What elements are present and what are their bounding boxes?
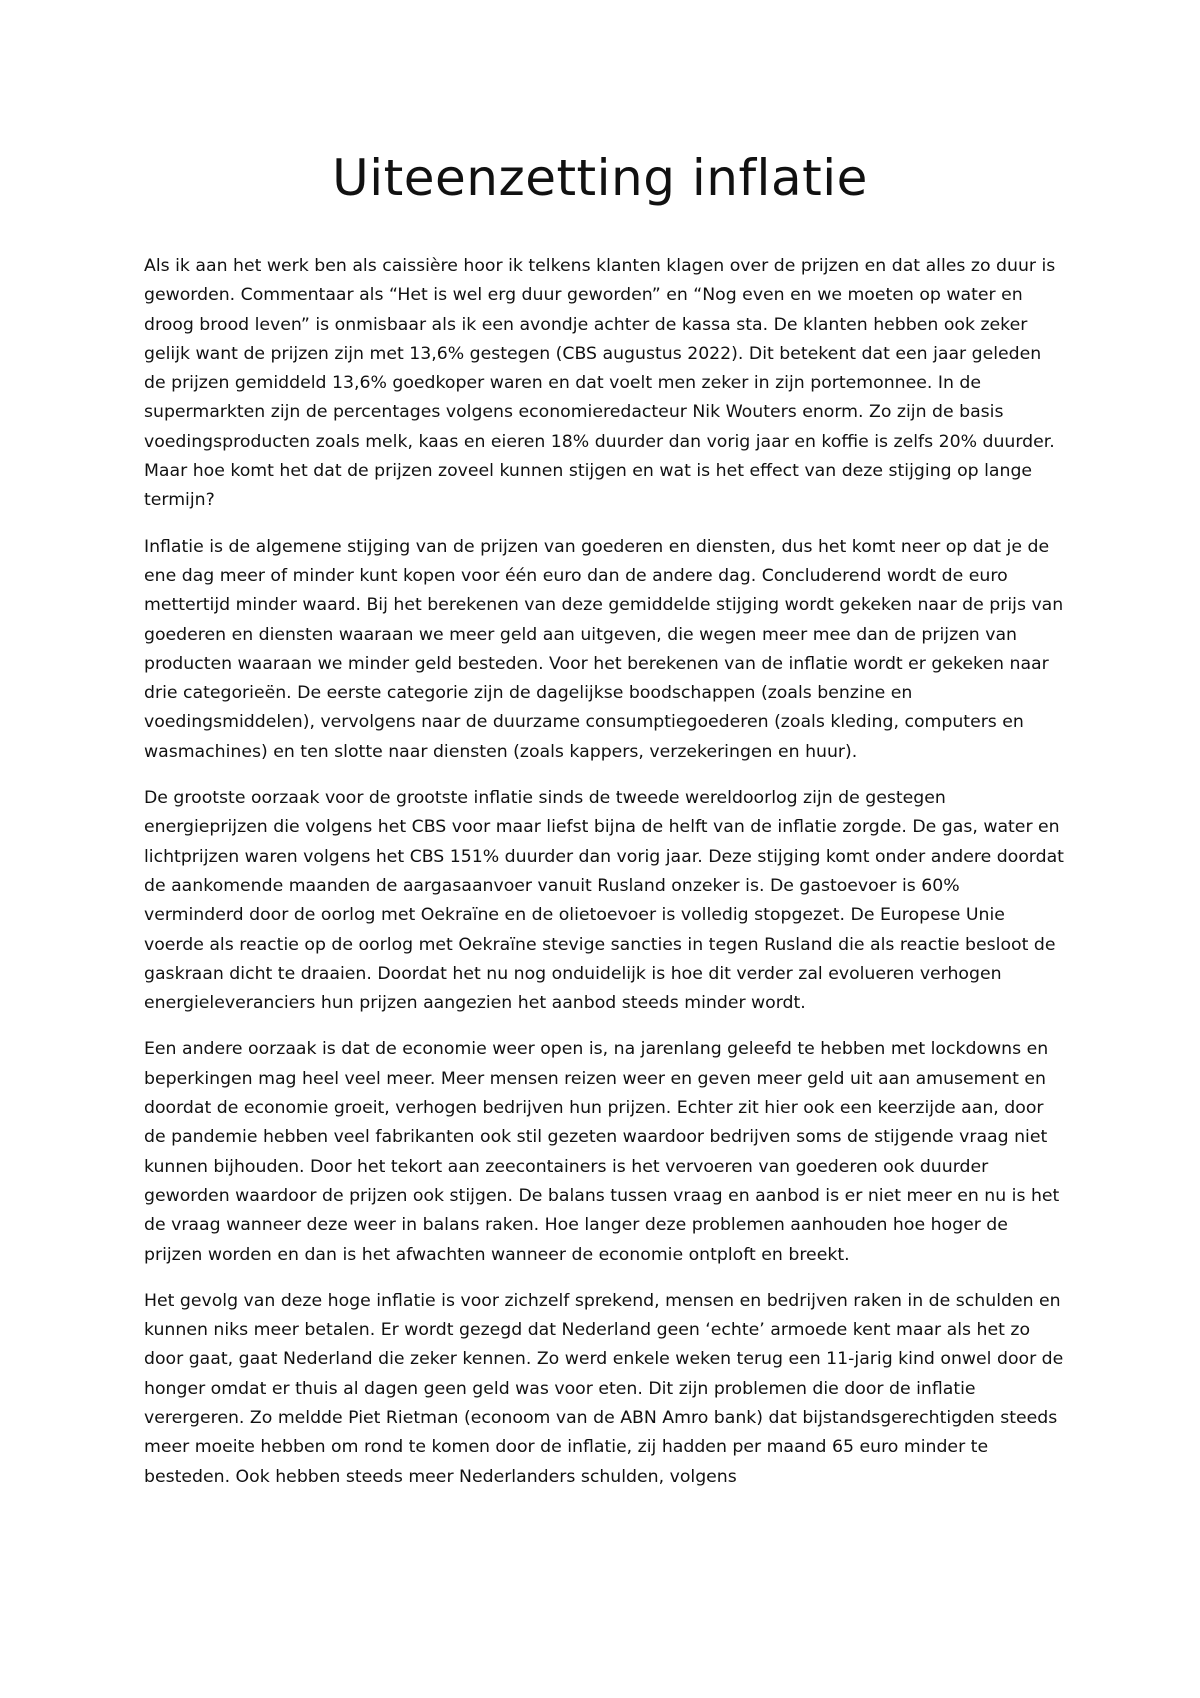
paragraph-consequence: Het gevolg van deze hoge inflatie is voor zichzelf sprekend, mensen en bedrijven raken in de schulden en kunnen niks meer betalen. Er wordt gezegd dat Nederland geen ‘echte’ armoede kent maar als het zo door gaat, gaat Nederland die zeker kennen. Zo werd enkele weken terug een 11-jarig kind onwel door de honger omdat er thuis al dagen geen geld was voor eten. Dit zijn problemen die door de inflatie verergeren. Zo meldde Piet Rietman (econoom van de ABN Amro bank) dat bijstandsgerechtigden steeds meer moeite hebben om rond te komen door de inflatie, zij hadden per maand 65 euro minder te besteden. Ook hebben steeds meer Nederlanders schulden, volgens (144, 1290, 1064, 1487)
document-body (144, 252, 1064, 1509)
document-title: Uiteenzetting inflatie (332, 149, 868, 207)
paragraph-economy-cause: Een andere oorzaak is dat de economie weer open is, na jarenlang geleefd te hebben met lockdowns en beperkingen mag heel veel meer. Meer mensen reizen weer en geven meer geld uit aan amusement en doordat de economie groeit, verhogen bedrijven hun prijzen. Echter zit hier ook een keerzijde aan, door de pandemie hebben veel fabrikanten ook stil gezeten waardoor bedrijven soms de stijgende vraag niet kunnen bijhouden. Door het tekort aan zeecontainers is het vervoeren van goederen ook duurder geworden waardoor de prijzen ook stijgen. De balans tussen vraag en aanbod is er niet meer en nu is het de vraag wanneer deze weer in balans raken. Hoe langer deze problemen aanhouden hoe hoger de prijzen worden en dan is het afwachten wanneer de economie ontploft en breekt. (144, 1039, 1060, 1265)
paragraph-intro: Als ik aan het werk ben als caissière hoor ik telkens klanten klagen over de prijzen en dat alles zo duur is geworden. Commentaar als “Het is wel erg duur geworden” en “Nog even en we moeten op water en droog brood leven” is onmisbaar als ik een avondje achter de kassa sta. De klanten hebben ook zeker gelijk want de prijzen zijn met 13,6% gestegen (CBS augustus 2022). Dit betekent dat een jaar geleden de prijzen gemiddeld 13,6% goedkoper waren en dat voelt men zeker in zijn portemonnee. In de supermarkten zijn de percentages volgens economieredacteur Nik Wouters enorm. Zo zijn de basis voedingsproducten zoals melk, kaas en eieren 18% duurder dan vorig jaar en koffie is zelfs 20% duurder. Maar hoe komt het dat de prijzen zoveel kunnen stijgen en wat is het effect van deze stijging op lange termijn? (144, 256, 1056, 511)
paragraph-definition: Inflatie is de algemene stijging van de prijzen van goederen en diensten, dus het komt neer op dat je de ene dag meer of minder kunt kopen voor één euro dan de andere dag. Concluderend wordt de euro mettertijd minder waard. Bij het berekenen van deze gemiddelde stijging wordt gekeken naar de prijs van goederen en diensten waaraan we meer geld aan uitgeven, die wegen meer mee dan de prijzen van producten waaraan we minder geld besteden. Voor het berekenen van de inflatie wordt er gekeken naar drie categorieën. De eerste categorie zijn de dagelijkse boodschappen (zoals benzine en voedingsmiddelen), vervolgens naar de duurzame consumptiegoederen (zoals kleding, computers en wasmachines) en ten slotte naar diensten (zoals kappers, verzekeringen en huur). (144, 536, 1064, 762)
paragraph-energy-cause: De grootste oorzaak voor de grootste inflatie sinds de tweede wereldoorlog zijn de gestegen energieprijzen die volgens het CBS voor maar liefst bijna de helft van de inflatie zorgde. De gas, water en lichtprijzen waren volgens het CBS 151% duurder dan vorig jaar. Deze stijging komt onder andere doordat de aankomende maanden de aargasaanvoer vanuit Rusland onzeker is. De gastoevoer is 60% verminderd door de oorlog met Oekraïne en de olietoevoer is volledig stopgezet. De Europese Unie voerde als reactie op de oorlog met Oekraïne stevige sancties in tegen Rusland die als reactie besloot de gaskraan dicht te draaien. Doordat het nu nog onduidelijk is hoe dit verder zal evolueren verhogen energieleveranciers hun prijzen aangezien het aanbod steeds minder wordt. (144, 788, 1064, 1014)
